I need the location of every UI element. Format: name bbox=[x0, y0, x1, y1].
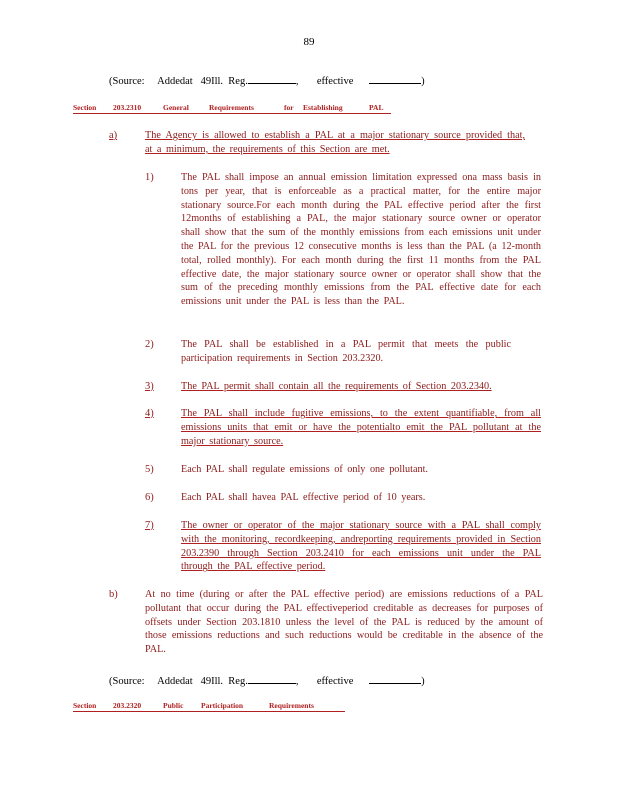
section-number: 203.2320 bbox=[113, 701, 142, 710]
section-word: for bbox=[284, 103, 294, 112]
section-word: PAL bbox=[369, 103, 384, 112]
item-b-marker: b) bbox=[109, 589, 118, 600]
item-7-marker: 7) bbox=[145, 520, 154, 531]
item-2-marker: 2) bbox=[145, 339, 154, 350]
section-word: Participation bbox=[201, 701, 244, 710]
item-3-text: The PAL permit shall contain all the requirements of Section 203.2340. bbox=[181, 381, 492, 392]
section-underline bbox=[73, 711, 345, 712]
section-word: Requirements bbox=[269, 701, 314, 710]
item-7-text: The owner or operator of the major stationary source with a PAL shall comply with the monitoring, recordkeeping, andreporting requirements provided in Section 203.2390 through Section 203.2410 for each emissions unit under the PAL through the PAL effective period. bbox=[181, 520, 541, 573]
effective-label: effective bbox=[316, 676, 354, 687]
source-label: (Source: bbox=[109, 676, 145, 687]
item-a-marker: a) bbox=[109, 130, 118, 141]
reg-label: Reg. bbox=[228, 76, 248, 87]
reg-blank bbox=[248, 73, 296, 84]
item-b-text: At no time (during or after the PAL effective period) are emissions reductions of a PAL pollutant that occur during the PAL effectiveperiod creditable as decreases for purposes of offsets under Section 203.1810 unless the level of the PAL is reduced by the amount of those emissions reductions and such reductions would be creditable in the absence of the PAL. bbox=[145, 589, 543, 656]
section-number: 203.2310 bbox=[113, 103, 142, 112]
effective-blank bbox=[369, 73, 421, 84]
section-word: Establishing bbox=[303, 103, 343, 112]
section-word: Public bbox=[163, 701, 184, 710]
added-label: Addedat bbox=[157, 76, 193, 87]
item-5-marker: 5) bbox=[145, 464, 154, 475]
effective-label: effective bbox=[316, 76, 354, 87]
source-label: (Source: bbox=[109, 76, 145, 87]
ill-label: 49Ill. bbox=[200, 676, 224, 687]
item-2-text: The PAL shall be established in a PAL permit that meets the public participation requirements in Section 203.2320. bbox=[181, 339, 511, 364]
item-6-text: Each PAL shall havea PAL effective period of 10 years. bbox=[181, 492, 426, 503]
item-3-marker: 3) bbox=[145, 381, 154, 392]
section-label: Section bbox=[73, 103, 97, 112]
close-paren: ) bbox=[421, 676, 425, 687]
ill-label: 49Ill. bbox=[200, 76, 224, 87]
page-number: 89 bbox=[303, 36, 315, 48]
section-underline bbox=[73, 113, 391, 114]
section-label: Section bbox=[73, 701, 97, 710]
item-1-text: The PAL shall impose an annual emission limitation expressed ona mass basis in tons per year, that is enforceable as a practical matter, for the entire major stationary source.For each month during the PAL effective period after the first 12months of establishing a PAL, the major stationary source owner or operator shall show that the sum of the monthly emissions from each emissions unit under the PAL for the previous 12 consecutive months is less than the PAL (a 12-month total, rolled monthly). For each month during the first 11 months from the PAL effective date, the major stationary source owner or operator shall show that the sum of the preceding monthly emissions from the PAL effective date for each emissions unit under the PAL is less than the PAL. bbox=[181, 172, 541, 308]
reg-blank bbox=[248, 673, 296, 684]
section-word: Requirements bbox=[209, 103, 254, 112]
close-paren: ) bbox=[421, 76, 425, 87]
item-4-marker: 4) bbox=[145, 408, 154, 419]
section-word: General bbox=[163, 103, 189, 112]
item-5-text: Each PAL shall regulate emissions of only one pollutant. bbox=[181, 464, 428, 475]
item-6-marker: 6) bbox=[145, 492, 154, 503]
source-note-top: (Source: Addedat 49Ill. Reg. , effective ) bbox=[109, 73, 425, 87]
added-label: Addedat bbox=[157, 676, 193, 687]
item-1-marker: 1) bbox=[145, 172, 154, 183]
source-note-bottom: (Source: Addedat 49Ill. Reg. , effective ) bbox=[109, 673, 425, 687]
item-a-text: The Agency is allowed to establish a PAL at a major stationary source provided that, at a minimum, the requirements of this Section are met. bbox=[145, 130, 525, 155]
reg-label: Reg. bbox=[228, 676, 248, 687]
effective-blank bbox=[369, 673, 421, 684]
item-4-text: The PAL shall include fugitive emissions, to the extent quantifiable, from all emissions units that emit or have the potentialto emit the PAL pollutant at the major stationary source. bbox=[181, 408, 541, 447]
